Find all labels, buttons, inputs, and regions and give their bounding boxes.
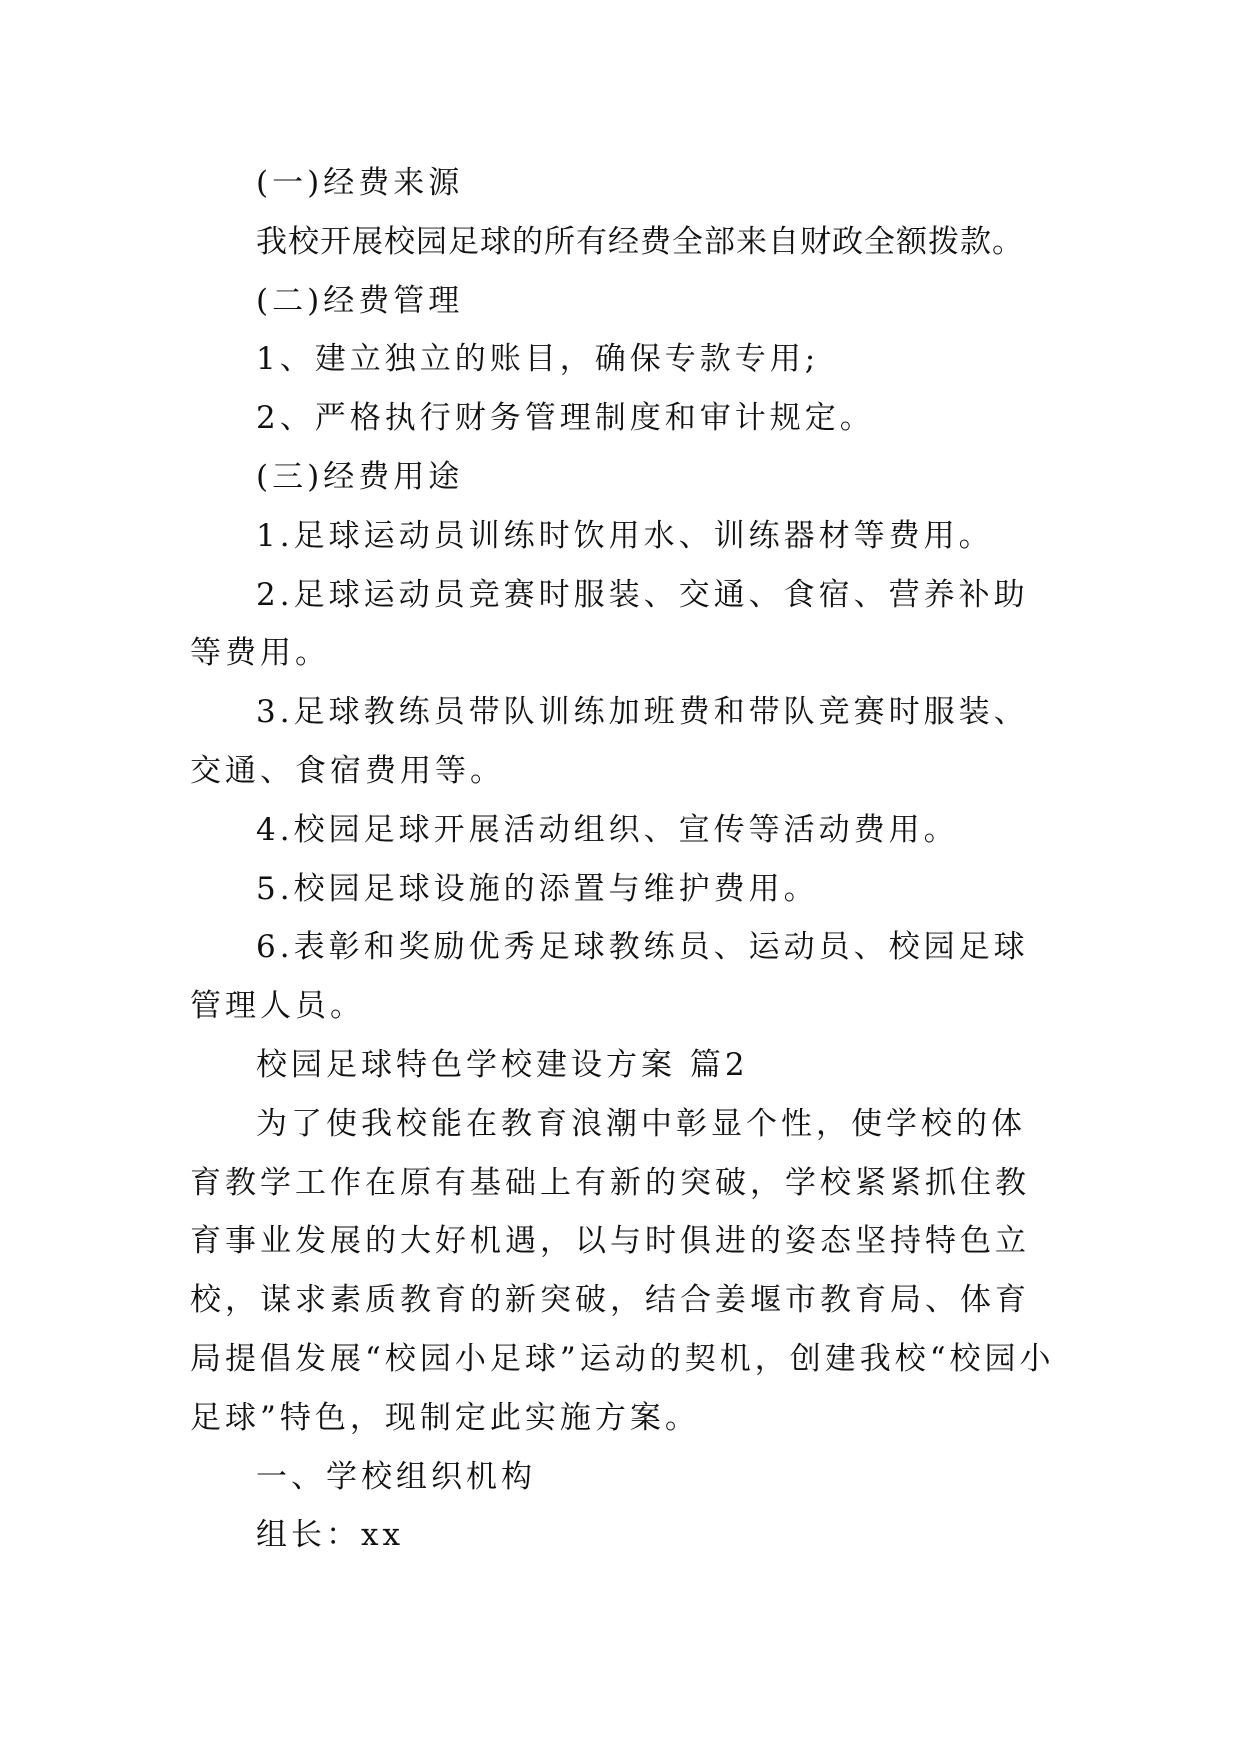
section-title-plan-2: 校园足球特色学校建设方案 篇2: [256, 1046, 749, 1083]
list-item-use-3: 3.足球教练员带队训练加班费和带队竞赛时服装、交通、食宿费用等。: [190, 694, 1029, 789]
list-item-management-2: 2、严格执行财务管理制度和审计规定。: [256, 400, 875, 437]
heading-organization: 一、学校组织机构: [256, 1458, 536, 1495]
group-leader: 组长：xx: [256, 1517, 404, 1554]
paragraph-funding-source: 我校开展校园足球的所有经费全部来自财政全额拨款。: [256, 223, 1024, 260]
document-body: [190, 154, 1055, 1565]
list-item-use-1: 1.足球运动员训练时饮用水、训练器材等费用。: [256, 517, 994, 554]
list-item-use-6: 6.表彰和奖励优秀足球教练员、运动员、校园足球管理人员。: [190, 929, 1029, 1025]
list-item-management-1: 1、建立独立的账目，确保专款专用;: [256, 341, 820, 378]
list-item-use-2: 2.足球运动员竞赛时服装、交通、食宿、营养补助等费用。: [190, 576, 1029, 672]
heading-funding-use: (三)经费用途: [256, 458, 464, 495]
heading-funding-source: (一)经费来源: [256, 165, 464, 201]
paragraph-introduction: 为了使我校能在教育浪潮中彰显个性，使学校的体育教学工作在原有基础上有新的突破，学校紧紧抓住教育事业发展的大好机遇，以与时俱进的姿态坚持特色立校，谋求素质教育的新突破，结合姜堰市教育局、体育局提倡发展“校园小足球”运动的契机，创建我校“校园小足球”特色，现制定此实施方案。: [190, 1105, 1055, 1436]
heading-funding-management: (二)经费管理: [256, 282, 464, 319]
list-item-use-5: 5.校园足球设施的添置与维护费用。: [256, 870, 819, 907]
list-item-use-4: 4.校园足球开展活动组织、宣传等活动费用。: [256, 811, 959, 848]
